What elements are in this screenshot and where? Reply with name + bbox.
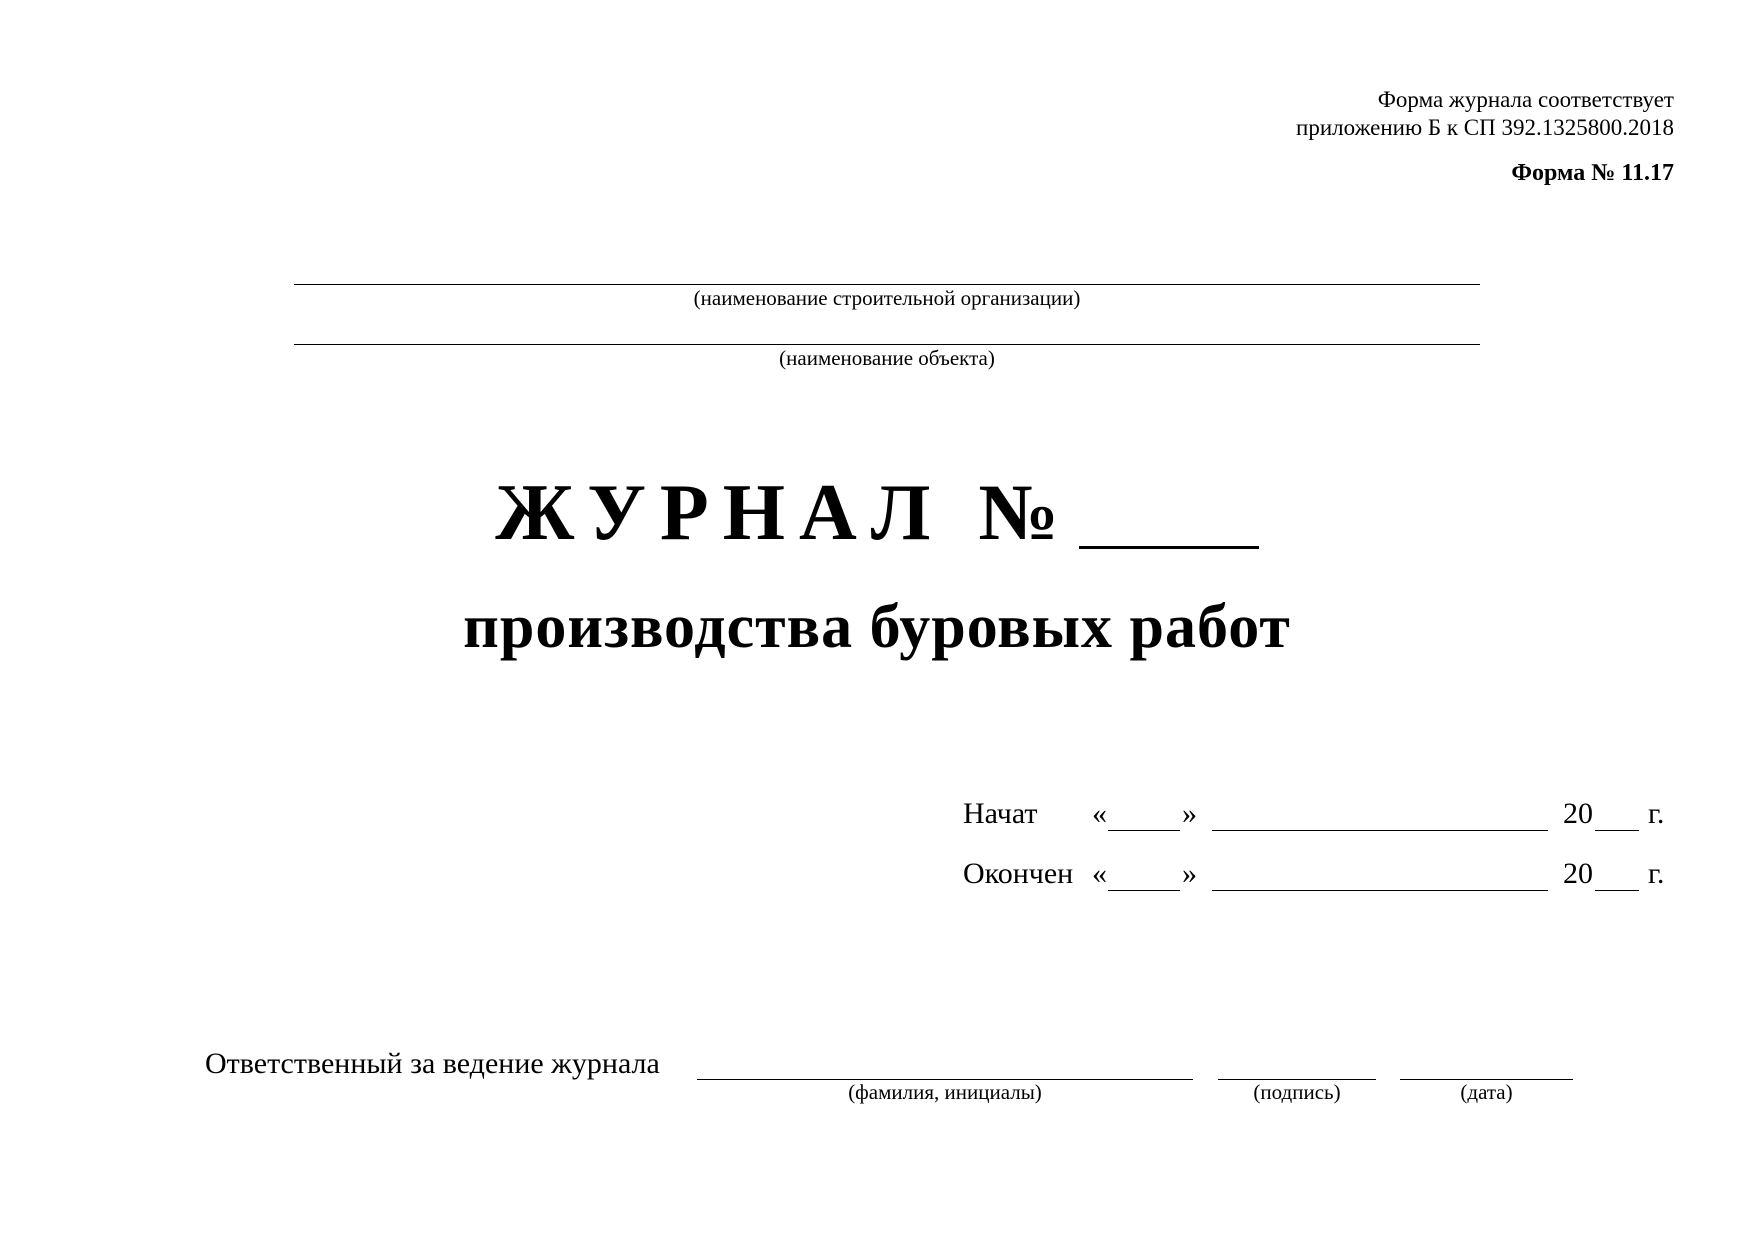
responsible-label: Ответственный за ведение журнала <box>205 1047 660 1080</box>
responsible-date-field[interactable] <box>1400 1052 1573 1080</box>
organization-caption: (наименование строительной организации) <box>693 286 1081 310</box>
journal-number-field[interactable] <box>1079 468 1259 549</box>
finished-year-suffix: г. <box>1648 857 1665 890</box>
journal-title-row <box>0 468 1754 557</box>
finished-year-prefix: 20 <box>1563 857 1593 890</box>
organization-name-field[interactable] <box>294 284 1480 285</box>
form-number: Форма № 11.17 <box>1511 160 1674 186</box>
journal-title: ЖУРНАЛ № <box>495 469 1073 557</box>
started-label: Начат <box>963 797 1038 830</box>
finished-month-field[interactable] <box>1212 862 1548 891</box>
finished-year-field[interactable] <box>1595 862 1639 891</box>
finished-day-field[interactable] <box>1108 862 1180 891</box>
started-month-field[interactable] <box>1212 802 1548 831</box>
journal-subtitle: производства буровых работ <box>463 593 1291 661</box>
finished-quote-open: « <box>1092 857 1107 890</box>
started-year-field[interactable] <box>1595 802 1639 831</box>
object-caption: (наименование объекта) <box>779 346 995 370</box>
responsible-name-caption: (фамилия, инициалы) <box>848 1080 1042 1104</box>
started-year-suffix: г. <box>1648 797 1665 830</box>
started-quote-close: » <box>1182 797 1197 830</box>
header-compliance-line-2: приложению Б к СП 392.1325800.2018 <box>1296 115 1674 140</box>
responsible-signature-caption: (подпись) <box>1253 1080 1341 1104</box>
responsible-signature-field[interactable] <box>1218 1052 1376 1080</box>
object-name-field[interactable] <box>294 344 1480 345</box>
started-year-prefix: 20 <box>1563 797 1593 830</box>
responsible-date-caption: (дата) <box>1460 1080 1513 1104</box>
started-day-field[interactable] <box>1108 802 1180 831</box>
responsible-name-field[interactable] <box>697 1052 1193 1080</box>
header-compliance-line-1: Форма журнала соответствует <box>1377 87 1674 112</box>
started-quote-open: « <box>1092 797 1107 830</box>
finished-label: Окончен <box>963 857 1074 890</box>
finished-quote-close: » <box>1182 857 1197 890</box>
